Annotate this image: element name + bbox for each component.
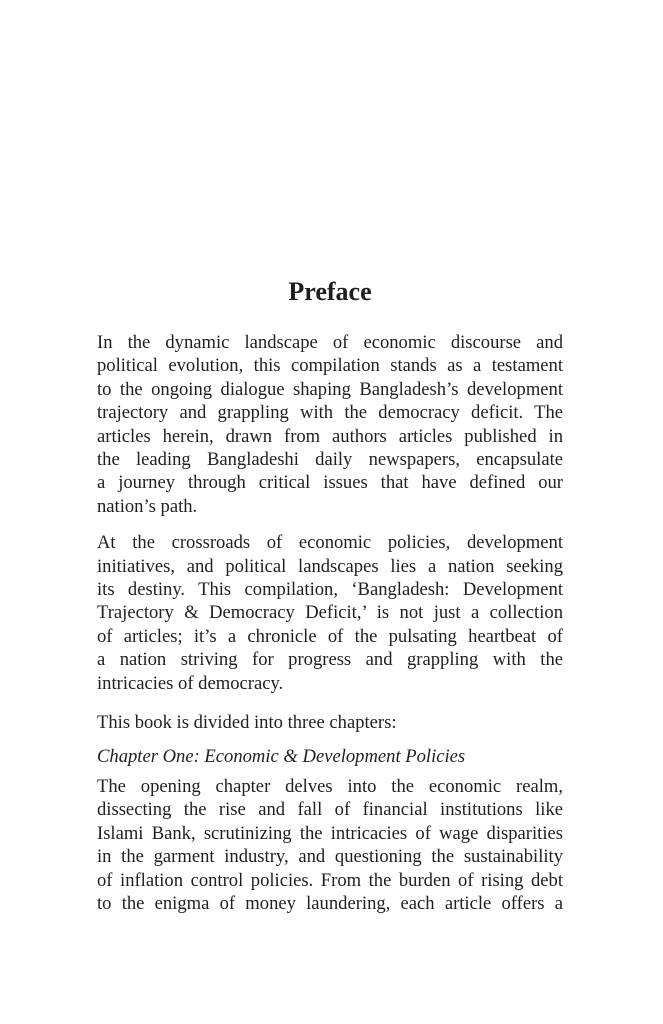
chapter-one-heading: Chapter One: Economic & Development Policies: [97, 745, 466, 767]
text-line: intricacies of democracy.: [97, 672, 284, 694]
text-line: dissecting the rise and fall of financial institutions like: [97, 799, 563, 821]
paragraph-crossroads: [97, 531, 563, 695]
text-line: of inflation control policies. From the burden of rising debt: [97, 869, 563, 891]
text-line: Trajectory & Democracy Deficit,’ is not just a collection: [97, 602, 563, 624]
text-line: initiatives, and political landscapes lies a nation seeking: [97, 555, 563, 577]
text-line: Islami Bank, scrutinizing the intricacies of wage disparities: [97, 822, 563, 844]
text-line: a nation striving for progress and grappling with the: [97, 649, 563, 671]
text-line: a journey through critical issues that have defined our: [97, 472, 563, 494]
text-line: in the garment industry, and questioning the sustainability: [97, 846, 563, 868]
text-line: its destiny. This compilation, ‘Bangladesh: Development: [97, 579, 563, 601]
text-line: the leading Bangladeshi daily newspapers, encapsulate: [97, 449, 563, 471]
page-title: Preface: [288, 277, 372, 306]
paragraph-chapter-one-summary: [97, 775, 563, 915]
paragraph-book-division: [97, 711, 563, 734]
text-line: In the dynamic landscape of economic discourse and: [97, 332, 563, 353]
text-line: to the ongoing dialogue shaping Bangladesh’s development: [97, 378, 563, 400]
text-line: The opening chapter delves into the economic realm,: [97, 775, 563, 797]
page-content: [97, 276, 563, 915]
text-line: At the crossroads of economic policies, development: [97, 532, 563, 554]
text-line: This book is divided into three chapters:: [97, 712, 397, 734]
paragraph-intro: [97, 331, 563, 518]
text-line: of articles; it’s a chronicle of the pulsating heartbeat of: [97, 625, 563, 647]
text-line: political evolution, this compilation stands as a testament: [97, 355, 563, 377]
text-line: trajectory and grappling with the democracy deficit. The: [97, 402, 563, 424]
text-line: to the enigma of money laundering, each article offers a: [97, 892, 563, 914]
text-line: articles herein, drawn from authors articles published in: [97, 425, 563, 447]
text-line: nation’s path.: [97, 495, 198, 517]
